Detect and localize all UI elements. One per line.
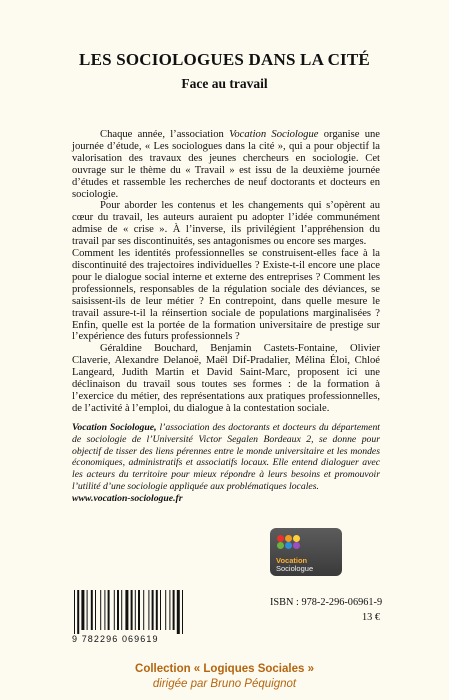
blurb-p1-association: Vocation Sociologue xyxy=(229,129,319,140)
blurb-paragraph-3: Comment les identités professionnelles se construisent-elles face à la discontinuité des trajectoires individuelles ? Existe-t-il encore une place pour le dialogue social interne et externe des entreprises ? Comment les professionnels, responsables de la régulation sociale des déviances, se saisissent-ils de leur métier ? En contrepoint, dans quelle mesure le travail assure-t-il la réinsertion sociale de populations marginalisées ? Enfin, quelle est la portée de la formation universitaire de prestige sur l’expérience des futurs professionnels ? xyxy=(72,248,380,343)
logo-dot xyxy=(277,535,284,542)
vocation-sociologue-logo xyxy=(270,528,342,576)
barcode-bar xyxy=(152,590,154,630)
barcode-bar xyxy=(169,590,170,630)
blurb-paragraph-4: Géraldine Bouchard, Benjamin Castets-Fontaine, Olivier Claverie, Alexandre Delanoë, Maël Dif-Pradalier, Mélina Éloi, Chloé Langeard, Judith Martin et David Saint-Marc, proposent ici une déclinaison du travail sous toutes ses formes : de la formation à l’exercice du métier, des représentations aux pratiques professionnelles, de l’activité à l’emploi, du dialogue à la contestation sociale. xyxy=(72,343,380,414)
book-title: LES SOCIOLOGUES DANS LA CITÉ xyxy=(79,50,370,69)
logo-text-vocation: Vocation xyxy=(276,556,308,565)
barcode-number: 9 782296 069619 xyxy=(72,634,159,644)
blurb-paragraph-1 xyxy=(72,129,380,200)
barcode-bar xyxy=(114,590,115,630)
blurb-p1-start: Chaque année, l’association xyxy=(100,129,230,140)
barcode-bar xyxy=(81,590,84,630)
isbn: ISBN : 978-2-296-06961-9 xyxy=(270,597,383,608)
barcode-bar xyxy=(143,590,144,630)
logo-dot xyxy=(285,542,292,549)
barcode-bar xyxy=(95,590,96,630)
book-subtitle: Face au travail xyxy=(181,76,268,91)
barcode-bar xyxy=(165,590,166,630)
barcode-bar xyxy=(148,590,149,630)
collection-director: dirigée par Bruno Péquignot xyxy=(152,678,297,690)
collection-name: Collection « Logiques Sociales » xyxy=(135,663,314,675)
logo-dot xyxy=(285,535,292,542)
barcode-bar xyxy=(108,590,110,630)
logo-dot xyxy=(293,535,300,542)
blurb-paragraph-2: Pour aborder les contenus et les changements qui s’opèrent au cœur du travail, les auteurs auraient pu adopter l’idée communément admise de « crise ». À l’inverse, ils privilégient l’appréhension du travail par ses discontinuités, ses antagonismes ou encore ses marges. xyxy=(72,200,380,248)
barcode-bar xyxy=(74,590,75,634)
barcode-bar xyxy=(138,590,140,630)
barcode-bar xyxy=(156,590,158,630)
logo-text-sociologue: Sociologue xyxy=(276,564,314,573)
barcode-bar xyxy=(160,590,161,630)
barcode-bar xyxy=(177,590,180,634)
blurb-p1-end: organise une journée d’étude, « Les sociologues dans la cité », qui a pour objectif la valorisation des travaux des jeunes chercheurs en sociologie. Cet ouvrage sur le thème du « Travail » est issu de la deuxième journée d’études et rassemble les recherches de neuf doctorants et docteurs en sociologie. xyxy=(72,129,381,200)
logo-dot xyxy=(293,542,300,549)
blurb xyxy=(72,129,380,415)
logo-dot xyxy=(277,542,284,549)
logo-dots xyxy=(277,535,301,549)
barcode-bar xyxy=(131,590,133,630)
barcode-bar xyxy=(135,590,136,630)
barcode-bar xyxy=(87,590,88,630)
barcode-bar xyxy=(117,590,119,630)
price: 13 € xyxy=(361,612,380,623)
barcode xyxy=(72,590,192,634)
barcode-bar xyxy=(182,590,183,634)
barcode-bar xyxy=(173,590,175,630)
barcode-bar xyxy=(104,590,105,630)
association-website: www.vocation-sociologue.fr xyxy=(72,492,183,504)
barcode-bar xyxy=(91,590,93,630)
barcode-bar xyxy=(121,590,122,630)
association-description xyxy=(72,422,380,505)
barcode-bar xyxy=(77,590,79,634)
barcode-bar xyxy=(125,590,128,630)
barcode-bar xyxy=(100,590,101,630)
association-name: Vocation Sociologue, xyxy=(72,422,157,433)
association-text: l’association des doctorants et docteurs du département de sociologie de l’Université Victor Segalen Bordeaux 2, se donne pour objectif de tisser des liens pérennes entre le monde universitaire et les mondes économiques, administratifs et associatifs locaux. Elle entend dialoguer avec les acteurs du territoire pour mieux répondre à leurs besoins et promouvoir l’utilité d’une sociologie appliquée aux problématiques locales. xyxy=(72,422,381,492)
